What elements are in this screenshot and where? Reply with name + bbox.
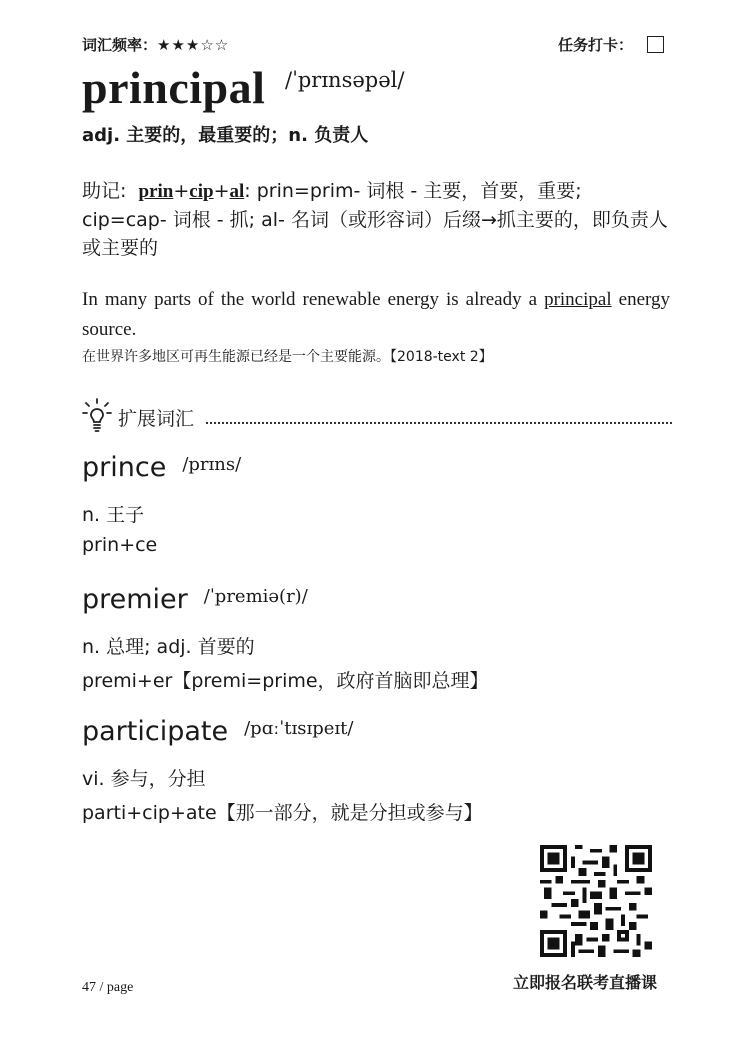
example-translation: 在世界许多地区可再生能源已经是一个主要能源。【2018-text 2】 bbox=[82, 349, 493, 365]
ext-meaning: n. 总理; adj. 首要的 bbox=[82, 636, 255, 658]
ext-breakdown: premi+er【premi=prime，政府首脑即总理】 bbox=[82, 670, 489, 692]
ext-word: participate bbox=[82, 716, 229, 747]
ext-word-prince bbox=[82, 452, 241, 483]
mnemonic-label: 助记: bbox=[82, 180, 127, 202]
qr-code[interactable] bbox=[540, 845, 652, 957]
task-checkin bbox=[558, 34, 664, 55]
ext-word-participate bbox=[82, 716, 353, 747]
headword: principal bbox=[82, 62, 266, 113]
ext-phonetic: /prɪns/ bbox=[182, 454, 242, 475]
ext-meaning: n. 王子 bbox=[82, 504, 145, 526]
mnemonic-explanation: : prin=prim- 词根 - 主要，首要，重要; cip=cap- 词根 - 抓; al- 名词（或形容词）后缀→抓主要的，即负责人或主要的 bbox=[82, 180, 668, 259]
task-checkbox[interactable] bbox=[647, 36, 664, 53]
lightbulb-icon bbox=[82, 398, 112, 436]
example-highlight: principal bbox=[544, 289, 612, 310]
example-before: In many parts of the world renewable energy is already a bbox=[82, 289, 545, 310]
task-label: 任务打卡： bbox=[557, 36, 633, 54]
mnemonic-plus: + bbox=[173, 180, 190, 202]
word-frequency bbox=[82, 34, 229, 55]
mnemonic bbox=[82, 177, 672, 262]
frequency-label: 词汇频率： bbox=[82, 36, 158, 54]
ext-phonetic: /pɑːˈtɪsɪpeɪt/ bbox=[244, 718, 354, 739]
ext-breakdown: parti+cip+ate【那一部分，就是分担或参与】 bbox=[82, 802, 483, 824]
ext-word: prince bbox=[82, 452, 167, 483]
headword-phonetic: /ˈprɪnsəpəl/ bbox=[285, 68, 405, 92]
mnemonic-plus: + bbox=[213, 180, 230, 202]
mnemonic-part-cip: cip bbox=[189, 181, 214, 202]
mnemonic-part-prin: prin bbox=[138, 181, 174, 202]
mnemonic-part-al: al bbox=[229, 181, 245, 202]
headword-meaning: adj. 主要的，最重要的；n. 负责人 bbox=[82, 125, 369, 146]
extension-header bbox=[82, 398, 672, 436]
example-sentence bbox=[82, 285, 670, 345]
qr-caption: 立即报名联考直播课 bbox=[513, 973, 658, 992]
ext-word-premier bbox=[82, 584, 308, 615]
page-number: 47 / page bbox=[82, 980, 134, 995]
ext-phonetic: /ˈpremiə(r)/ bbox=[203, 586, 308, 607]
example-after: energy source. bbox=[82, 289, 670, 340]
ext-meaning: vi. 参与，分担 bbox=[82, 768, 206, 790]
ext-breakdown: prin+ce bbox=[82, 534, 158, 556]
extension-label: 扩展词汇 bbox=[118, 407, 195, 430]
frequency-stars: ★★★☆☆ bbox=[157, 36, 230, 54]
ext-word: premier bbox=[82, 584, 188, 615]
divider-dots bbox=[206, 410, 672, 424]
